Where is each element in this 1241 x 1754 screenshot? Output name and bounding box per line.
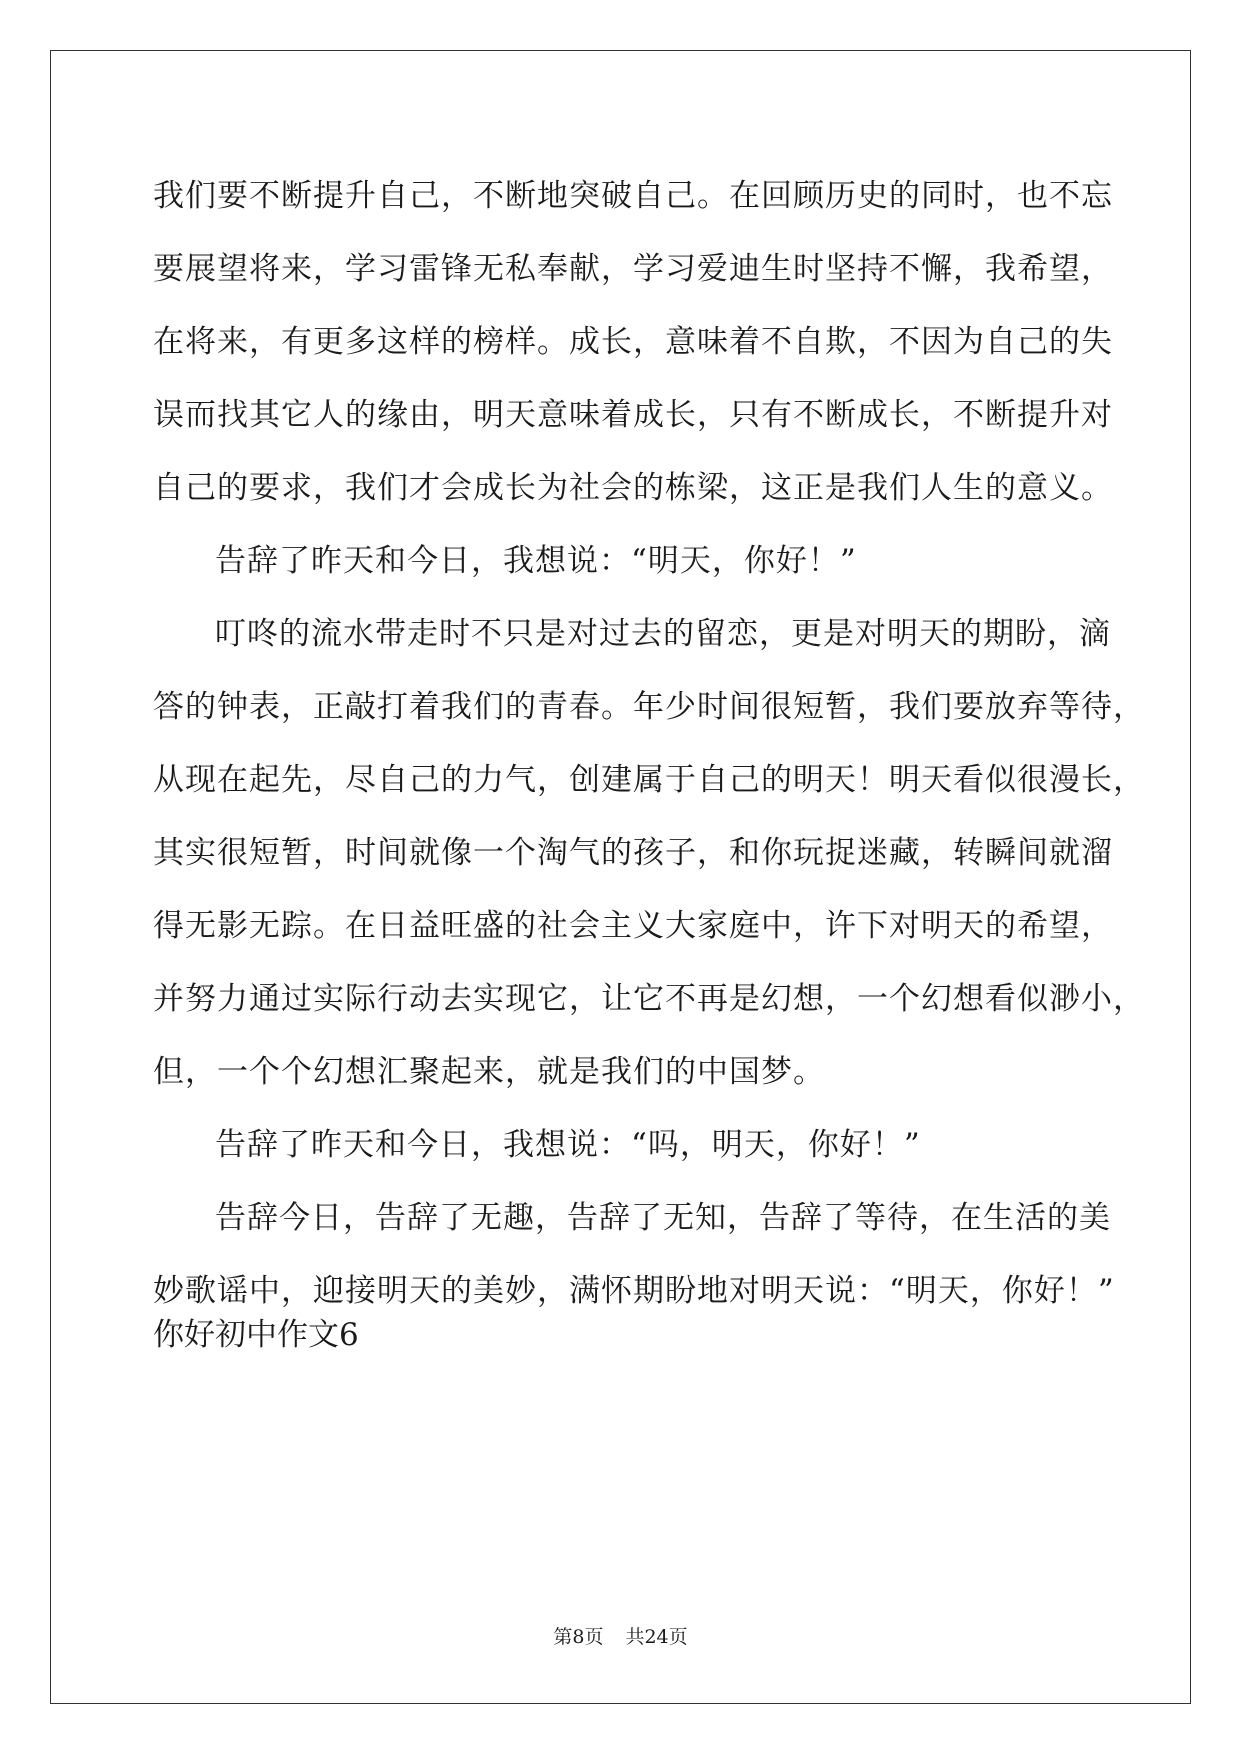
body-line: 我们要不断提升自己，不断地突破自己。在回顾历史的同时，也不忘	[153, 178, 1113, 214]
body-line: 从现在起先，尽自己的力气，创建属于自己的明天！明天看似很漫长，	[153, 762, 1145, 798]
document-body	[153, 160, 1145, 1356]
body-line: 告辞今日，告辞了无趣，告辞了无知，告辞了等待，在生活的美	[215, 1200, 1111, 1236]
body-line: 误而找其它人的缘由，明天意味着成长，只有不断成长，不断提升对	[153, 397, 1113, 433]
body-line: 但，一个个幻想汇聚起来，就是我们的中国梦。	[153, 1054, 825, 1090]
body-line: 其实很短暂，时间就像一个淘气的孩子，和你玩捉迷藏，转瞬间就溜	[153, 835, 1113, 871]
body-line: 告辞了昨天和今日，我想说：“吗，明天，你好！”	[215, 1127, 921, 1163]
body-line: 并努力通过实际行动去实现它，让它不再是幻想，一个幻想看似渺小，	[153, 981, 1145, 1017]
body-line: 答的钟表，正敲打着我们的青春。年少时间很短暂，我们要放弃等待，	[153, 689, 1145, 725]
body-line: 自己的要求，我们才会成长为社会的栋梁，这正是我们人生的意义。	[153, 470, 1113, 506]
body-line: 告辞了昨天和今日，我想说：“明天，你好！”	[215, 543, 857, 579]
page-number: 第8页	[553, 1626, 604, 1648]
body-line: 妙歌谣中，迎接明天的美妙，满怀期盼地对明天说：“明天，你好！”	[153, 1273, 1115, 1309]
body-line: 叮咚的流水带走时不只是对过去的留恋，更是对明天的期盼，滴	[215, 616, 1111, 652]
page-total: 共24页	[625, 1626, 688, 1648]
body-line: 要展望将来，学习雷锋无私奉献，学习爱迪生时坚持不懈，我希望，	[153, 251, 1113, 287]
body-line: 得无影无踪。在日益旺盛的社会主义大家庭中，许下对明天的希望，	[153, 908, 1113, 944]
body-line: 在将来，有更多这样的榜样。成长，意味着不自欺，不因为自己的失	[153, 324, 1113, 360]
page-footer	[0, 1622, 1241, 1649]
section-heading: 你好初中作文6	[153, 1317, 359, 1353]
